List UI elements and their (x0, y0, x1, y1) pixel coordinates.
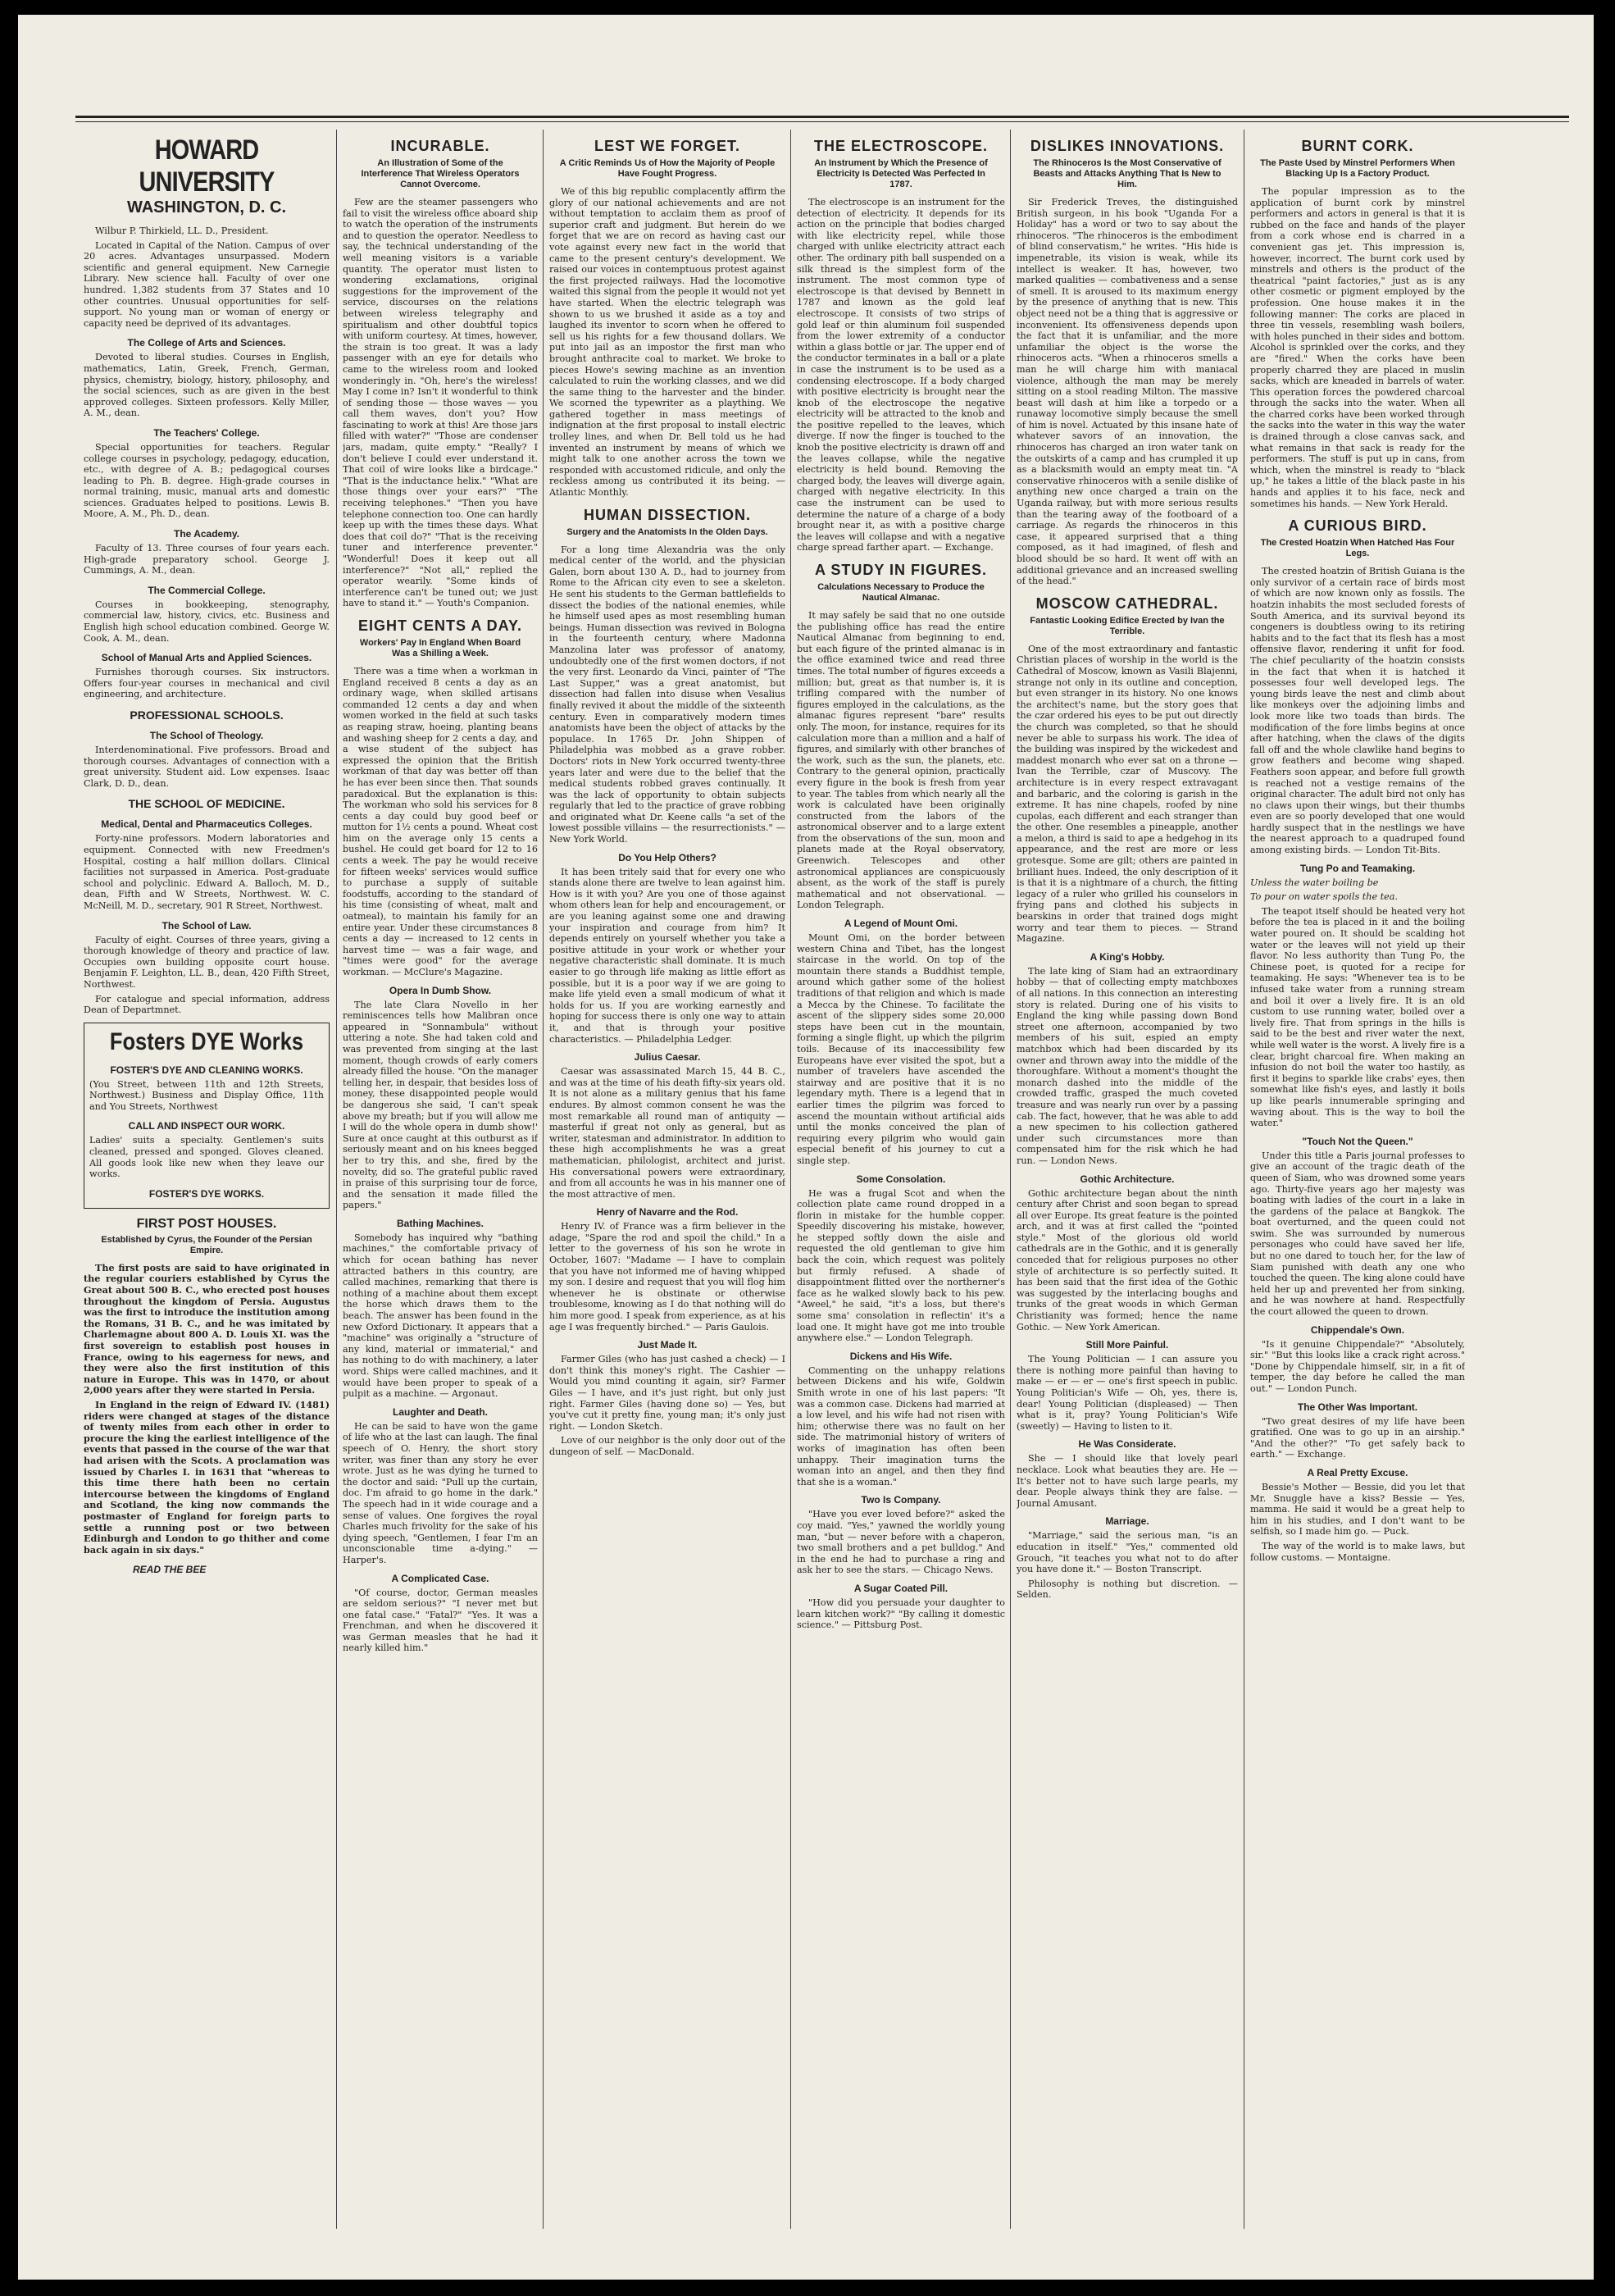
article-title: EIGHT CENTS A DAY. (357, 617, 523, 634)
article-title: A CURIOUS BIRD. (1288, 517, 1427, 535)
short-title: The Other Was Important. (1297, 1401, 1418, 1413)
short-title: Julius Caesar. (634, 1051, 701, 1064)
section-head: School of Manual Arts and Applied Sciences. (101, 652, 312, 664)
article-subtitle: An Instrument by Which the Presence of Electricity Is Detected Was Perfected In 1787. (814, 158, 988, 189)
post-head: FIRST POST HOUSES. (136, 1216, 277, 1231)
president-line: Wilbur P. Thirkield, LL. D., President. (95, 226, 269, 236)
article-title: INCURABLE. (390, 138, 490, 154)
top-rule (75, 116, 1569, 118)
short-title: Henry of Navarre and the Rod. (596, 1206, 739, 1219)
section-head: The College of Arts and Sciences. (127, 337, 286, 349)
article-subtitle: Surgery and the Anatomists In the Olden Days. (566, 526, 768, 537)
article-text: One of the most extraordinary and fantastic Christian places of worship in the world is the Cathedral of Moscow, known as Vasili Blajenni, strange not only in its outline and conception, but even stranger in its history. No one knows the architect's name, but the story goes that the czar ordered his eyes to be put out directly the church was completed, so that he should never be able to surpass his work. The idea of the building was inspired by the wickedest and maddest monarch who ever sat on a throne — Ivan the Terrible, czar of Muscovy. The architecture is in every respect extravagant and barbaric, and the coloring is garish in the extreme. It has nine chapels, roofed by nine cupolas, each different and each stranger than the other. One resembles a pineapple, another a melon, a third is said to ape a hedgehog in its appearance, and the rest are more or less grotesque. Some are gilt; others are painted in brilliant hues. Indeed, the only description of it is that it is a nightmare of a church, the fitting legacy of a ruler who grilled his counselors in frying pans and clothed his subjects in bearskins in order that trained dogs might worry and tear them to pieces. — Strand Magazine. (1017, 643, 1238, 945)
short-text: Gothic architecture began about the ninth century after Christ and soon began to spread all over Europe. Its great feature is the pointed arch, and it was at first called the "pointed style." Most of the glorious old world cathedrals are in the Gothic, and it is generally conceded that for religious purposes no other style of architecture is so perfectly suited. It has been said that the first idea of the Gothic was suggested by the interlacing boughs and trunks of the great woods in which German Christianity was formed; hence the name Gothic. — New York American. (1017, 1187, 1238, 1332)
short-title: Do You Help Others? (618, 851, 717, 863)
post-text: The first posts are said to have originated in the regular couriers established by Cyrus the Great about 500 B. C., who erected post houses throughout the kingdom of Persia. Augustus was the first to introduce the institution among the Romans, 31 B. C., and he was imitated by Charlemagne about 800 A. D. Louis XI. was the first sovereign to establish post houses in France, owing to his eagerness for news, and they were also the first institution of this nature in Europe. This was in 1470, or about 2,000 years after they were started in Persia. (84, 1261, 330, 1396)
short-text: He can be said to have won the game of life who at the last can laugh. The final speech of O. Henry, the short story writer, was finer than any story he ever wrote. Just as he was dying he turned to the doctor and said: "Pull up the curtain, doc. I'm afraid to go home in the dark." The speech had in it wide courage and a sense of values. One forgives the royal Charles much frivolity for the sake of his dying speech, "Gentlemen, I fear I'm an unconscionable time a-dying." — Harper's. (343, 1420, 538, 1565)
short-title: A Real Pretty Excuse. (1307, 1466, 1408, 1478)
article-subtitle: The Rhinoceros Is the Most Conservative of Beasts and Attacks Anything That Is New to Him. (1033, 158, 1221, 189)
short-title: He Was Considerate. (1078, 1438, 1176, 1451)
article-subtitle: Workers' Pay In England When Board Was a Shilling a Week. (359, 637, 521, 658)
column-divider (336, 130, 337, 2229)
section-text: Courses in bookkeeping, stenography, commercial law, history, civics, etc. Business and English high school education combined. George W. Cook, A. M., dean. (84, 599, 330, 644)
short-title: Bathing Machines. (396, 1217, 484, 1229)
short-title: Two Is Company. (861, 1494, 941, 1506)
short-text: Somebody has inquired why "bathing machines," the comfortable privacy of which for ocean bathing has never attracted bathers in this country, are called machines, remarking that there is nothing of a machine about them except the horse which draws them to the beach. The answer has been found in the new Oxford Dictionary. It appears that a "machine" was originally a "structure of any kind, material or immaterial," and has nothing to do with machinery, a later word. Ships were called machines, and it would have been proper to speak of a pulpit as a machine. — Argonaut. (343, 1232, 538, 1400)
closing-quote: The way of the world is to make laws, but follow customs. — Montaigne. (1250, 1540, 1465, 1563)
short-text: "Of course, doctor, German measles are seldom serious?" "I never met but one fatal case." "Fatal?" "Yes. It was a Frenchman, and when he discovered it was German measles that he had it nearly killed him." (343, 1587, 538, 1654)
section-text: Faculty of eight. Courses of three years, giving a thorough knowledge of theory and practice of law. Occupies own building opposite court house. Benjamin F. Leighton, LL. B., dean, 420 Fifth Street, Northwest. (84, 934, 330, 990)
catalog-text: For catalogue and special information, address Dean of Departmnet. (84, 993, 330, 1016)
short-text: "Two great desires of my life have been gratified. One was to go up in an airship." "And the other?" "To get safely back to earth." — Exchange. (1250, 1415, 1465, 1460)
poem-line: Unless the water boiling be (1250, 877, 1379, 888)
article-title: HUMAN DISSECTION. (583, 506, 751, 523)
short-text: The teapot itself should be heated very hot before the tea is placed in it and the boiling water poured on. It should be scalding hot water or the leaves will not yield up their flavor. No less authority than Tung Po, the Chinese poet, is quoted for a recipe for teamaking. He says: "Whenever tea is to be infused take water from a running stream and boil it over a lively fire. It is an old custom to use running water, boiled over a lively fire. That from springs in the hills is said to be the best and river water the next, while well water is the worst. A lively fire is a clear, bright charcoal fire. When making an infusion do not boil the water too hastily, as first it begins to sparkle like crabs' eyes, then somewhat like fish's eyes, and lastly it boils up like pearls innumerable springing and waving about. This is the way to boil the water." (1250, 905, 1465, 1129)
short-title: "Touch Not the Queen." (1302, 1135, 1413, 1147)
article-title: DISLIKES INNOVATIONS. (1030, 138, 1225, 154)
article-subtitle: Fantastic Looking Edifice Erected by Ivan the Terrible. (1030, 615, 1225, 636)
article-title: A STUDY IN FIGURES. (814, 562, 988, 578)
article-text: There was a time when a workman in England received 8 cents a day as an ordinary wage, when skilled artisans commanded 12 cents a day and when women worked in the field at such tasks as reaping straw, hoeing, planting beans and washing sheep for 2 cents a day, and a wise student of the subject has expressed the opinion that the British workman of that day was better off than he has ever been since then. That sounds paradoxical. But the explanation is this: The workman who sold his services for 8 cents a day could buy good beef or mutton for 1½ cents a pound. Wheat cost him on the average only 15 cents a bushel. He could get board for 12 to 16 cents a week. The pay he would receive for fifteen weeks' services would suffice to purchase a supply of suitable foodstuffs, according to the standard of his time (consisting of wheat, malt and oatmeal), to maintain his family for an entire year. Under these circumstances 8 cents a day — increased to 12 cents in harvest time — was a fair wage, and "times were good" for the average workman. — McClure's Magazine. (343, 665, 538, 977)
short-title: A Complicated Case. (391, 1572, 489, 1584)
section-head: The Academy. (173, 528, 240, 540)
section-text: Faculty of 13. Three courses of four years each. High-grade preparatory school. George J. Cummings, A. M., dean. (84, 543, 330, 576)
short-title: Gothic Architecture. (1080, 1173, 1175, 1185)
article-title: THE ELECTROSCOPE. (813, 138, 989, 154)
section-text: Forty-nine professors. Modern laboratories and equipment. Connected with new Freedmen's Hospital, costing a half million dollars. Clinical facilities not surpassed in America. Post-graduate school and polyclinic. Edward A. Balloch, M. D., dean, Fifth and W Streets, Northwest. W. C. McNeill, M. D., secretary, 901 R Street, Northwest. (84, 833, 330, 911)
professional-head: PROFESSIONAL SCHOOLS. (130, 708, 284, 722)
column-6 (1250, 130, 1465, 2229)
short-title: Opera In Dumb Show. (389, 984, 492, 996)
article-subtitle: The Paste Used by Minstrel Performers When Blacking Up Is a Factory Product. (1260, 158, 1455, 179)
dye-sign: FOSTER'S DYE WORKS. (148, 1187, 265, 1200)
column-divider (1010, 130, 1011, 2229)
column-3 (549, 130, 785, 2229)
article-text: The electroscope is an instrument for the detection of electricity. It depends for its action on the principle that bodies charged with like electricity repel, while those charged with unlike electricity attract each other. The ordinary pith ball suspended on a silk thread is the simplest form of the instrument. The most common type of electroscope is that devised by Bennett in 1787 and known as the gold leaf electroscope. It consists of two strips of gold leaf or thin aluminum foil suspended from the lower extremity of a conductor within a glass bottle or jar. The upper end of the conductor terminates in a ball or a plate in case the instrument is to be used as a condensing electroscope. If a body charged with positive electricity is brought near the knob of the electroscope the negative electricity will be attracted to the knob and the positive repelled to the leaves, which diverge. If now the finger is touched to the knob the positive electricity is drawn off and the leaves collapse, while the negative electricity is held bound. Removing the charged body, the leaves will diverge again, charged with negative electricity. In this case the instrument can be used to determine the nature of a charge of a body brought near it, as with a positive charge the leaves will collapse and with a negative charge spread farther apart. — Exchange. (797, 197, 1005, 554)
short-text: Mount Omi, on the border between western China and Tibet, has the longest staircase in the world. On top of the mountain there stands a Buddhist temple, around which gather some of the holiest traditions of that religion and which is made a Mecca by the Chinese. To facilitate the ascent of the slippery sides some 20,000 steps have been cut in the mountain, forming a single flight, up which the pilgrim toils. Because of its inaccessibility few Europeans have ever visited the spot, but a number of travelers have ascended the stairway and are positive that it is no legendary myth. There is a legend that in earlier times the pilgrim was forced to ascend the mountain without artificial aids until the monks conceived the plan of requiring every pilgrim who would gain especial benefit of his journey to cut a single step. (797, 932, 1005, 1166)
dye-call: CALL AND INSPECT OUR WORK. (128, 1120, 285, 1132)
article-subtitle: An Illustration of Some of the Interference That Wireless Operators Cannot Overcome. (361, 158, 520, 189)
dye-address: (You Street, between 11th and 12th Streets, Northwest.) Business and Display Office, 11th and You Streets, Northwest (89, 1078, 324, 1112)
article-text: The popular impression as to the application of burnt cork by minstrel performers and actors in general is that it is rubbed on the face and hands of the player from a cork whose end is charred in a convenient gas jet. This impression is, however, incorrect. The burnt cork used by minstrels and others is the product of the theatrical "paint factories," just as is any other cosmetic or pigment employed by the profession. One house makes it in the following manner: The corks are placed in three tin vessels, resembling wash boilers, with holes punched in their sides and bottom. Alcohol is sprinkled over the corks, and they are "fired." When the corks have been properly charred they are placed in muslin sacks, which are kneaded in barrels of water. This operation forces the powdered charcoal through the sacks into the water. When all the charred corks have been worked through the sacks into the water in this way the water is drained through a close canvas sack, and what remains in that sack is ready for the performers. The stuff is put up in cans, from which, when the minstrel is ready to "black up," he takes a little of the black paste in his hands and applies it to his face, neck and sometimes his hands. — New York Herald. (1250, 186, 1465, 509)
article-text: Sir Frederick Treves, the distinguished British surgeon, in his book "Uganda For a Holiday" has a word or two to say about the rhinoceros. "The rhinoceros is the embodiment of blind conservatism," he writes. "His hide is impenetrable, its vision is weak, while its intellect is weaker. It has, however, two marked qualities — combativeness and a sense of smell. It is aroused to its maximum energy by the presence of anything that is new. This object need not be a thing that is aggressive or inconvenient. Its offensiveness depends upon the fact that it is unfamiliar, and the more unfamiliar the object is the worse the rhinoceros acts. "When a rhinoceros smells a man he will charge him with maniacal violence, although the man may be merely sitting on a stool reading Milton. The massive beast will dash at him like a torpedo or a runaway locomotive simply because the smell of him is novel. Actuated by this insane hate of whatever savors of an innovation, the rhinoceros has charged an iron water tank on the outskirts of a camp and has crumpled it up as a blacksmith would an empty meat tin. "A conservative rhinoceros with a senile dislike of anything new once charged a train on the Uganda railway, but with more serious results than the tearing away of the footboard of a carriage. As regards the rhinoceros in this case, it appeared surprised that a thing composed, as it had imagined, of flesh and blood should be so hard. It went off with an additional grievance and an increased swelling of the head." (1017, 197, 1238, 587)
post-sub: Established by Cyrus, the Founder of the Persian Empire. (101, 1234, 312, 1255)
article-text: For a long time Alexandria was the only medical center of the world, and the physician Galen, born about 130 A. D., had to journey from Rome to the African city even to see a skeleton. He sent his students to the German battlefields to dissect the bodies of the national enemies, while he himself used apes as most resembling human beings. Human dissection was revived in Bologna in the fourteenth century, where Madonna Manzolina later was professor of anatomy, undoubtedly one of the first women doctors, if not the very first. Leonardo da Vinci, painter of "The Last Supper," was a great anatomist, but dissection had fallen into disuse when Vesalius finally revived it about the middle of the sixteenth century. Even in comparatively modern times anatomists have been the object of attacks by the populace. In 1765 Dr. John Shippen of Philadelphia was mobbed as a grave robber. Doctors' riots in New York occurred twenty-three years later and were due to the belief that the medical students robbed graves continually. It was the lack of opportunity to obtain subjects regularly that led to the practice of grave robbing and originated what Dr. Keene calls "a set of the lowest possible villains — the resurrectionists." — New York World. (549, 544, 785, 845)
short-title: Some Consolation. (856, 1173, 946, 1185)
dye-works-ad (84, 1023, 330, 1209)
medicine-head: THE SCHOOL OF MEDICINE. (128, 797, 285, 811)
short-text: It has been tritely said that for every one who stands alone there are twelve to lean against him. How is it with you? Are you one of those against whom others lean for help and encouragement, or are you leaning against some one and drawing your inspiration and courage from him? It depends entirely on yourself whether you take a positive attitude in your work or whether your negative characteristic shall dominate. It is much easier to go through life making as little effort as possible, but it is a poor way if we are going to make life yield even a small modicum of what it holds for us. If you are working earnestly and hoping for success there is only one way to attain it, and that is through your positive characteristics. — Philadelphia Ledger. (549, 866, 785, 1045)
column-divider (790, 130, 791, 2229)
section-text: Interdenominational. Five professors. Broad and thorough courses. Advantages of connection with a great university. Student aid. Low expenses. Isaac Clark, D. D., dean. (84, 745, 330, 789)
section-head: The School of Theology. (149, 730, 264, 741)
article-subtitle: The Crested Hoatzin When Hatched Has Four Legs. (1260, 538, 1455, 559)
closing-quote: Love of our neighbor is the only door out of the dungeon of self. — MacDonald. (549, 1435, 785, 1457)
short-title: Dickens and His Wife. (849, 1350, 953, 1362)
column-2 (343, 130, 538, 2229)
article-subtitle: A Critic Reminds Us of How the Majority of People Have Fought Progress. (559, 158, 776, 179)
article-title: BURNT CORK. (1301, 138, 1414, 154)
short-text: The Young Politician — I can assure you there is nothing more painful than having to make — er — er — one's first speech in public. Young Politician's Wife — Oh, yes, there is, dear! Young Politician (displeased) — Then what is it, pray? Young Politician's Wife (sweetly) — Having to listen to it. (1017, 1354, 1238, 1432)
short-text: The late king of Siam had an extraordinary hobby — that of collecting empty matchboxes of all nations. In this connection an interesting story is related. During one of his visits to England the king while passing down Bond street one afternoon, accompanied by two members of his suit, espied an empty matchbox which had been discarded by its owner and thrown away into the middle of the thoroughfare. Without a moment's thought the monarch dashed into the middle of the crowded traffic, grasped the much coveted treasure and was nearly run over by a passing cab. The fact, however, that he was able to add a new specimen to his collection gathered under such circumstances more than compensated him for the risk which he had run. — London News. (1017, 965, 1238, 1166)
short-text: She — I should like that lovely pearl necklace. Look what beauties they are. He — It's better not to have such large pearls, my dear. People always think they are false. — Journal Amusant. (1017, 1453, 1238, 1509)
short-text: Farmer Giles (who has just cashed a check) — I don't think this money's right. The Cashier — Would you mind counting it again, sir? Farmer Giles — I have, and it's just right, but only just right. Farmer Giles (having done so) — Yes, but you've cut it pretty fine, young man; it's only just right. — London Sketch. (549, 1354, 785, 1432)
short-title: A Legend of Mount Omi. (844, 918, 958, 930)
short-text: "Marriage," said the serious man, "is an education in itself." "Yes," commented old Grouch, "it teaches you what not to do after you have done it." — Boston Transcript. (1017, 1530, 1238, 1575)
short-title: Marriage. (1105, 1515, 1149, 1528)
section-head: The School of Law. (162, 919, 252, 932)
article-text: Few are the steamer passengers who fail to visit the wireless office aboard ship to watch the operation of the instruments and to question the operator. Needless to say, the technical understanding of the well meaning visitors is a variable quantity. The operator must listen to wondering exclamations, original suggestions for the improvement of the service, discourses on the relations between wireless telegraphy and spiritualism and other doubtful topics with uniform courtesy. At times, however, the strain is too great. It was a lady passenger with an eye for details who came to the wireless room and looked wonderingly in. "Oh, here's the wireless! May I come in? Isn't it wonderful to think of sending those — those waves — you call them waves, don't you? How fascinating to work at this! Are those jars filled with water?" "Those are condenser jars, madam, quite empty." "Really? I don't believe I could ever understand it. That coil of wire looks like a birdcage." "That is the inductance helix." "What are those things over your ears?" "The receiving telephones." "Then you have telephone connection too. One can hardly keep up with the times these days. What does that coil do?" "That is the receiving tuner and interference preventer." "Wonderful! Does it keep out all interference?" "Not all," replied the operator wearily. "Some kinds of interference can't be tuned out; we just have to stand it." — Youth's Companion. (343, 197, 538, 609)
column-5 (1017, 130, 1238, 2229)
short-text: "Have you ever loved before?" asked the coy maid. "Yes," yawned the worldly young man, "but — never before with a chaperon, two small brothers and a pet bulldog." And in the end he had to purchase a ring and ask her to see the stars. — Chicago News. (797, 1509, 1005, 1576)
section-head: The Commercial College. (148, 584, 266, 596)
footer-read-bee: READ THE BEE (133, 1564, 207, 1576)
dye-sub: FOSTER'S DYE AND CLEANING WORKS. (110, 1064, 303, 1076)
section-head: The Teachers' College. (153, 426, 260, 439)
short-title: Chippendale's Own. (1310, 1323, 1405, 1336)
short-text: Bessie's Mother — Bessie, did you let that Mr. Snuggle have a kiss? Bessie — Yes, mamma. He said it would be a great help to him in his studies, and I don't want to be selfish, so I made him go. — Puck. (1250, 1481, 1465, 1538)
short-text: He was a frugal Scot and when the collection plate came round dropped in a florin in mistake for the humble copper. Speedily discovering his mistake, however, he stepped softly down the aisle and requested the old gentleman to give him back the coin, which request was politely but firmly refused. A shade of disappointment flitted over the northerner's face as he walked slowly back to his pew. "Aweel," he said, "it's a loss, but there's some sma' consolation in reflectin' it's a load one. It might have got me into trouble anywhere else." — London Telegraph. (797, 1187, 1005, 1344)
article-text: The crested hoatzin of British Guiana is the only survivor of a certain race of birds most of which are now known only as fossils. The hoatzin inhabits the most secluded forests of South America, and its survival beyond its congeners is doubtless owing to its retiring habits and to the fact that its flesh has a most offensive flavor, rendering it unfit for food. The chief peculiarity of the hoatzin consists in the fact that when it is hatched it possesses four well developed legs. The young birds leave the nest and climb about like monkeys over the adjoining limbs and look more like two toads than birds. The modification of the fore limbs begins at once after hatching, when the claws of the digits fall off and the whole clawlike hand begins to grow feathers and become wing shaped. Feathers soon appear, and before full growth is reached not a vestige remains of the original character. The adult bird not only has no claws upon their wings, but their thumbs even are so poorly developed that one would hardly suspect that in the nestlings we have the nearest approach to a quadruped found among existing birds. — London Tit-Bits. (1250, 566, 1465, 856)
short-title: Still More Painful. (1085, 1339, 1169, 1351)
column-divider (543, 130, 544, 2229)
dye-text: Ladies' suits a specialty. Gentlemen's suits cleaned, pressed and sponged. Gloves cleaned. All goods look like new when they leave our works. (89, 1135, 324, 1180)
short-title: A King's Hobby. (1090, 950, 1165, 963)
short-text: "Is it genuine Chippendale?" "Absolutely, sir." "But this looks like a crack right across." "Done by Chippendale himself, sir, in a fit of temper, the day before he called the man out." — London Punch. (1250, 1338, 1465, 1394)
top-rule-thin (75, 121, 1569, 122)
short-text: Henry IV. of France was a firm believer in the adage, "Spare the rod and spoil the child." In a letter to the governess of his son he wrote in October, 1607: "Madame — I have to complain that you have not informed me of having whipped my son. I desire and request that you will flog him whenever he is obstinate or otherwise troublesome, knowing as I do that nothing will do him more good. I speak from experience, as at his age I was frequently birched." — Paris Gaulois. (549, 1221, 785, 1332)
masthead-title: HOWARD UNIVERSITY (139, 134, 275, 198)
short-text: Under this title a Paris journal professes to give an account of the tragic death of the queen of Siam, who was drowned some years ago. Thirty-five years ago her majesty was boating with ladies of the court in a lake in the gardens of the palace at Bangkok. The boat overturned, and the queen could not swim. She was surrounded by numerous personages who could have saved her life, but no one dared to touch her, for the law of Siam punished with death any one who touched the queen. The king alone could have held her up and prevented her from sinking, and he was nowhere at hand. Respectfully the court allowed the queen to drown. (1250, 1150, 1465, 1318)
article-title: MOSCOW CATHEDRAL. (1035, 594, 1219, 612)
post-text: In England in the reign of Edward IV. (1481) riders were changed at stages of the distance of twenty miles from each other in order to procure the king the earliest intelligence of the events that passed in the course of the war that had arisen with the Scots. A proclamation was issued by Charles I. in 1631 that "whereas to this time there hath been no certain intercourse between the kingdoms of England and Scotland, the king now commands the postmaster of England for foreign parts to settle a running post or two between Edinburgh and London to go thither and come back again in six days." (84, 1398, 330, 1556)
poem-line: To pour on water spoils the tea. (1250, 891, 1398, 903)
newspaper-page (18, 15, 1594, 2280)
short-title: Laughter and Death. (392, 1405, 488, 1418)
section-text: Furnishes thorough courses. Six instructors. Offers four-year courses in mechanical and civil engineering, and architecture. (84, 667, 330, 700)
article-title: LEST WE FORGET. (594, 138, 740, 154)
section-text: Devoted to liberal studies. Courses in English, mathematics, Latin, Greek, French, German, physics, chemistry, biology, history, philosophy, and the social sciences, such as are given in the best approved colleges. Sixteen professors. Kelly Miller, A. M., dean. (84, 352, 330, 419)
dye-title: Fosters DYE Works (109, 1027, 304, 1055)
column-4 (797, 130, 1005, 2229)
masthead-location: WASHINGTON, D. C. (126, 198, 287, 216)
closing-quote: Philosophy is nothing but discretion. — Selden. (1017, 1578, 1238, 1601)
short-text: Commenting on the unhappy relations between Dickens and his wife, Goldwin Smith wrote in one of his last papers: "It was a common case. Dickens had married at a low level, and his wife had not risen with him; otherwise there was no fault on her side. The matrimonial history of writers of works of imagination has often been unhappy. Their imagination turns the woman into an angel, and then they find that she is a woman." (797, 1364, 1005, 1487)
article-subtitle: Calculations Necessary to Produce the Nautical Almanac. (817, 582, 985, 603)
intro-text: Located in Capital of the Nation. Campus of over 20 acres. Advantages unsurpassed. Modern scientific and general equipment. New Carnegie Library. New science hall. Faculty of over one hundred. 1,382 students from 37 States and 10 other countries. Unusual opportunities for self-support. No young man or woman of energy or capacity need be deprived of its advantages. (84, 239, 330, 329)
short-title: Just Made It. (637, 1339, 698, 1351)
section-head: Medical, Dental and Pharmaceutics Colleges. (101, 818, 312, 831)
short-text: Caesar was assassinated March 15, 44 B. C., and was at the time of his death fifty-six years old. It is not alone as a military genius that his fame endures. By almost common consent he was the most remarkable all round man of antiquity — masterful if great not only as general, but as writer, statesman and administrator. In addition to these high accomplishments he was a great mathematician, philologist, architect and jurist. His conversational powers were extraordinary, and from all accounts he was in his manner one of the most attractive of men. (549, 1066, 785, 1200)
article-text: We of this big republic complacently affirm the glory of our national achievements and are not without temptation to acclaim them as proof of superior craft and judgment. But herein do we forget that we are on record as having cast our vote against every new fact in the world that came to the present century's development. We raised our voices in contemptuous protest against the first projected railways. Had the locomotive waited this signal from the people it would not yet have started. When the electric telegraph was shown to us we brushed it aside as a toy and laughed its inventor to scorn when he offered to sell us his rights for a few thousand dollars. We put into jail as an impostor the first man who brought anthracite coal to market. We broke to pieces Howe's sewing machine as an invention calculated to ruin the working classes, and we did the same thing to the harvester and the binder. We scorned the typewriter as a plaything. We gathered together in mass meetings of indignation at the first proposal to install electric trolley lines, and when Dr. Bell told us he had invented an instrument by means of which we might talk to one another across the town we responded with accustomed ridicule, and only the reckless among us contributed it its being. — Atlantic Monthly. (549, 186, 785, 499)
column-1 (84, 130, 330, 2229)
short-title: A Sugar Coated Pill. (853, 1582, 949, 1594)
short-text: The late Clara Novello in her reminiscences tells how Malibran once appeared in "Sonnambula" without uttering a note. She had taken cold and was prevented from singing at the last moment, though crowds of early comers already filled the house. "On the manager telling her, in despair, that besides loss of money, these disappointed people would be dangerous she said, 'I can't speak above my breath; but if you will allow me I will do the whole opera in dumb show!' Sure at once caught at this outburst as if seriously meant and on his knees begged her to try this, and she, fired by the novelty, did so. The grateful public raved in praise of this surprising tour de force, and the sensation it made filled the papers." (343, 999, 538, 1211)
article-text: It may safely be said that no one outside the publishing office has read the entire Nautical Almanac from beginning to end, but each figure of the printed almanac is in the office examined twice and read three times. The total number of figures exceeds a million; but, great as that number is, it is trifling compared with the number of figures employed in the calculations, as the almanac figures represent "bare" results only. The moon, for instance, requires for its calculation more than a million and a half of figures, and similarly with other branches of the work, such as the sun, the planets, etc. Contrary to the general opinion, practically every figure in the book is fresh from year to year. The tables from which nearly all the work is calculated have been originally constructed from the labors of the astronomical observer and to a large extent from the observations of the sun, moon and planets made at the Royal observatory, Greenwich. Telescopes and other astronomical appliances are conspicuously absent, as the work of the staff is purely mathematical and not observational. — London Telegraph. (797, 610, 1005, 911)
short-text: "How did you persuade your daughter to learn kitchen work?" "By calling it domestic science." — Pittsburg Post. (797, 1597, 1005, 1631)
section-text: Special opportunities for teachers. Regular college courses in psychology, pedagogy, education, etc., with degree of A. B.; pedagogical courses leading to Ph. B. degree. High-grade courses in normal training, music, manual arts and domestic sciences. Graduates helped to positions. Lewis B. Moore, A. M., Ph. D., dean. (84, 441, 330, 520)
short-title: Tung Po and Teamaking. (1299, 862, 1416, 874)
